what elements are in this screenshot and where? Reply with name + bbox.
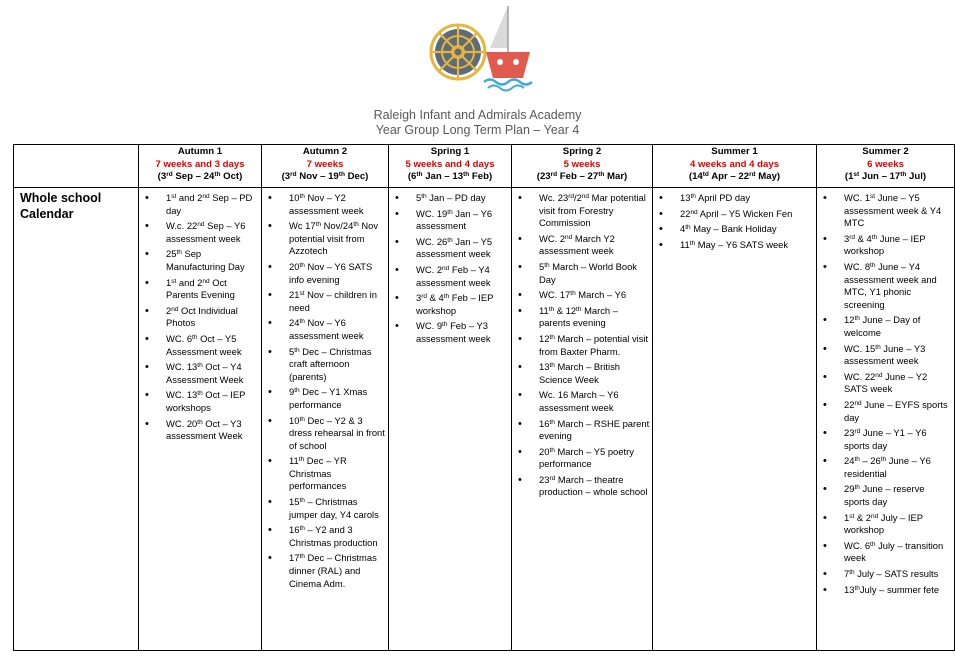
calendar-event xyxy=(823,539,952,565)
calendar-event xyxy=(395,235,509,261)
event-text: 12th March – potential visit from Baxter Pharm. xyxy=(539,332,649,357)
bullet-icon: • xyxy=(395,263,399,276)
bullet-icon: • xyxy=(518,332,522,345)
term-name: Autumn 1 xyxy=(177,146,223,157)
event-text: 1st and 2nd Sep – PD day xyxy=(166,192,253,216)
school-name: Raleigh Infant and Admirals Academy xyxy=(373,108,582,122)
term-name: Spring 2 xyxy=(562,146,602,157)
event-text: W.c. 22nd Sep – Y6 assessment week xyxy=(166,220,246,244)
term-header xyxy=(817,145,955,188)
bullet-icon: • xyxy=(518,192,522,204)
bullet-icon: • xyxy=(268,220,272,233)
event-text: WC. 17th March – Y6 xyxy=(539,289,627,301)
bullet-icon: • xyxy=(145,304,149,317)
event-text: WC. 6th July – transition week xyxy=(844,539,944,564)
event-text: 2nd Oct Individual Photos xyxy=(166,304,238,329)
term-header xyxy=(389,145,512,188)
bullet-icon: • xyxy=(145,361,149,374)
event-text: WC. 8th June – Y4 assessment week and MTC, Y1 phonic screening xyxy=(844,260,937,310)
term-weeks: 5 weeks and 4 days xyxy=(405,158,495,170)
bullet-icon: • xyxy=(823,370,827,383)
bullet-icon: • xyxy=(518,473,522,486)
event-text: 11th May – Y6 SATS week xyxy=(680,238,789,250)
event-text: 1st and 2nd Oct Parents Evening xyxy=(166,276,235,301)
calendar-event xyxy=(395,207,509,233)
bullet-icon: • xyxy=(268,192,272,204)
calendar-event xyxy=(823,511,952,537)
calendar-event xyxy=(395,320,509,345)
bullet-icon: • xyxy=(395,320,399,333)
bullet-icon: • xyxy=(395,192,399,204)
bullet-icon: • xyxy=(659,192,663,204)
event-text: 21st Nov – children in need xyxy=(289,289,377,313)
bullet-icon: • xyxy=(268,496,272,509)
term-dates: (3rd Sep – 24th Oct) xyxy=(157,171,243,182)
calendar-event xyxy=(659,192,814,205)
calendar-event xyxy=(518,445,650,471)
calendar-event xyxy=(145,220,259,245)
event-text: 11th Dec – YR Christmas performances xyxy=(289,455,347,492)
bullet-icon: • xyxy=(518,417,522,430)
event-text: 16th – Y2 and 3 Christmas production xyxy=(289,524,378,548)
calendar-event xyxy=(268,345,386,384)
calendar-event xyxy=(823,260,952,311)
bullet-icon: • xyxy=(145,332,149,345)
school-logo xyxy=(420,4,540,94)
bullet-icon: • xyxy=(145,417,149,430)
event-text: 24th – 26th June – Y6 residential xyxy=(844,455,931,479)
bullet-icon: • xyxy=(518,304,522,317)
bullet-icon: • xyxy=(659,223,663,236)
long-term-plan-table xyxy=(13,144,955,651)
calendar-event xyxy=(268,455,386,493)
calendar-event xyxy=(823,483,952,508)
event-text: 13th March – British Science Week xyxy=(539,361,620,385)
calendar-event xyxy=(823,398,952,424)
calendar-event xyxy=(823,568,952,581)
calendar-event xyxy=(518,389,650,414)
bullet-icon: • xyxy=(268,414,272,427)
calendar-event xyxy=(395,292,509,317)
calendar-event xyxy=(823,583,952,597)
term-dates: (23rd Feb – 27th Mar) xyxy=(536,171,628,182)
calendar-event xyxy=(268,414,386,453)
event-text: 9th Dec – Y1 Xmas performance xyxy=(289,386,368,410)
calendar-event xyxy=(145,192,259,217)
term-name: Summer 2 xyxy=(862,146,909,157)
term-events-cell xyxy=(262,188,389,651)
calendar-event xyxy=(823,192,952,230)
event-text: 17th Dec – Christmas dinner (RAL) and Cinema Adm. xyxy=(289,552,377,589)
bullet-icon: • xyxy=(823,427,827,440)
calendar-event xyxy=(823,342,952,368)
calendar-event xyxy=(145,417,259,443)
event-text: 5th Jan – PD day xyxy=(416,192,486,203)
term-header xyxy=(512,145,653,188)
corner-cell xyxy=(14,145,139,188)
event-text: 15th – Christmas jumper day, Y4 carols xyxy=(289,496,379,520)
bullet-icon: • xyxy=(518,260,522,273)
calendar-event xyxy=(823,232,952,258)
term-dates: (1st Jun – 17th Jul) xyxy=(844,171,927,182)
term-weeks: 7 weeks xyxy=(306,158,344,170)
bullet-icon: • xyxy=(823,260,827,273)
term-name: Spring 1 xyxy=(430,146,470,157)
event-text: 4th May – Bank Holiday xyxy=(680,223,777,235)
event-text: 16th March – RSHE parent evening xyxy=(539,417,650,442)
event-text: 13th April PD day xyxy=(680,192,751,203)
event-text: 23rd March – theatre production – whole school xyxy=(539,473,648,498)
bullet-icon: • xyxy=(395,235,399,248)
event-text: WC. 26th Jan – Y5 assessment week xyxy=(416,235,493,260)
calendar-event xyxy=(268,192,386,217)
term-dates: (3rd Nov – 19th Dec) xyxy=(281,171,369,182)
bullet-icon: • xyxy=(518,389,522,402)
calendar-row xyxy=(14,188,955,651)
event-text: 3rd & 4th June – IEP workshop xyxy=(844,232,926,257)
waves-icon xyxy=(484,80,532,91)
event-text: 11th & 12th March – parents evening xyxy=(539,304,618,329)
event-text: 3rd & 4th Feb – IEP workshop xyxy=(416,292,494,316)
bullet-icon: • xyxy=(518,289,522,302)
calendar-event xyxy=(823,455,952,480)
bullet-icon: • xyxy=(145,192,149,204)
event-text: WC. 15th June – Y3 assessment week xyxy=(844,342,926,367)
calendar-event xyxy=(518,260,650,286)
calendar-event xyxy=(268,524,386,549)
event-text: 13thJuly – summer fete xyxy=(844,583,940,595)
bullet-icon: • xyxy=(395,292,399,305)
sailboat-icon xyxy=(486,6,530,78)
calendar-event xyxy=(268,552,386,590)
event-text: WC. 2nd Feb – Y4 assessment week xyxy=(416,263,491,288)
term-weeks: 4 weeks and 4 days xyxy=(689,158,780,170)
term-header xyxy=(139,145,262,188)
event-text: Wc. 23rd/2nd Mar potential visit from Forestry Commission xyxy=(539,192,646,229)
calendar-event xyxy=(659,223,814,236)
term-header xyxy=(653,145,817,188)
bullet-icon: • xyxy=(823,455,827,468)
calendar-event xyxy=(268,386,386,411)
calendar-event xyxy=(145,276,259,302)
plan-title: Year Group Long Term Plan – Year 4 xyxy=(375,123,580,137)
event-text: WC. 6th Oct – Y5 Assessment week xyxy=(166,332,242,357)
bullet-icon: • xyxy=(268,260,272,273)
term-dates: ($14^{td}$ Apr – 22rd May) xyxy=(688,171,781,182)
event-text: WC. 19th Jan – Y6 assessment xyxy=(416,207,493,232)
bullet-icon: • xyxy=(659,207,663,220)
term-name: Autumn 2 xyxy=(302,146,348,157)
event-text: 24th Nov – Y6 assessment week xyxy=(289,317,364,341)
calendar-event xyxy=(395,192,509,205)
bullet-icon: • xyxy=(395,207,399,220)
bullet-icon: • xyxy=(823,483,827,496)
term-events-cell xyxy=(817,188,955,651)
calendar-event xyxy=(395,263,509,289)
bullet-icon: • xyxy=(268,455,272,468)
event-text: 7th July – SATS results xyxy=(844,568,939,580)
event-text: 5th March – World Book Day xyxy=(539,260,637,285)
event-text: 22nd June – EYFS sports day xyxy=(844,398,948,423)
calendar-event xyxy=(145,332,259,358)
bullet-icon: • xyxy=(268,345,272,358)
bullet-icon: • xyxy=(823,511,827,524)
calendar-event xyxy=(145,248,259,273)
calendar-event xyxy=(145,389,259,414)
bullet-icon: • xyxy=(268,552,272,565)
event-text: 12th June – Day of welcome xyxy=(844,314,921,338)
calendar-event xyxy=(268,496,386,521)
bullet-icon: • xyxy=(518,445,522,458)
calendar-event xyxy=(659,238,814,252)
event-text: 23rd June – Y1 – Y6 sports day xyxy=(844,427,927,451)
bullet-icon: • xyxy=(145,220,149,233)
calendar-event xyxy=(823,314,952,339)
term-weeks: 6 weeks xyxy=(867,158,904,170)
event-text: 10th Dec – Y2 & 3 dress rehearsal in front of school xyxy=(289,414,385,451)
calendar-event xyxy=(823,370,952,396)
bullet-icon: • xyxy=(823,342,827,355)
event-text: WC. 1st June – Y5 assessment week & Y4 MTC xyxy=(844,192,942,229)
term-events-cell xyxy=(653,188,817,651)
event-text: WC. 20th Oct – Y3 assessment Week xyxy=(166,417,243,442)
calendar-event xyxy=(518,192,650,230)
bullet-icon: • xyxy=(145,389,149,402)
calendar-event xyxy=(518,304,650,330)
bullet-icon: • xyxy=(268,317,272,330)
term-dates: (6th Jan – 13th Feb) xyxy=(407,171,493,182)
calendar-event xyxy=(518,232,650,258)
calendar-event xyxy=(145,361,259,386)
bullet-icon: • xyxy=(518,232,522,245)
event-text: 20th March – Y5 poetry performance xyxy=(539,445,634,470)
event-text: WC. 13th Oct – IEP workshops xyxy=(166,389,246,413)
bullet-icon: • xyxy=(268,524,272,537)
calendar-event xyxy=(823,427,952,452)
bullet-icon: • xyxy=(268,386,272,399)
bullet-icon: • xyxy=(518,361,522,374)
calendar-event xyxy=(518,289,650,302)
calendar-event xyxy=(518,361,650,386)
bullet-icon: • xyxy=(659,238,663,251)
event-text: WC. 9th Feb – Y3 assessment week xyxy=(416,320,491,344)
term-header-row xyxy=(14,145,955,188)
bullet-icon: • xyxy=(823,568,827,581)
calendar-event xyxy=(659,207,814,221)
event-text: 5th Dec – Christmas craft afternoon (parents) xyxy=(289,345,372,382)
event-text: WC. 22nd June – Y2 SATS week xyxy=(844,370,928,395)
bullet-icon: • xyxy=(823,398,827,411)
row-label: Whole school Calendar xyxy=(14,188,139,651)
term-weeks: 5 weeks xyxy=(563,158,601,170)
term-events-cell xyxy=(139,188,262,651)
event-text: 22nd April – Y5 Wicken Fen xyxy=(680,207,793,219)
calendar-event xyxy=(518,473,650,499)
bullet-icon: • xyxy=(145,276,149,289)
event-text: Wc 17th Nov/24th Nov potential visit from Azzotech xyxy=(289,220,379,257)
event-text: 20th Nov – Y6 SATS info evening xyxy=(289,260,373,285)
term-header xyxy=(262,145,389,188)
event-text: 1st & 2nd July – IEP workshop xyxy=(844,511,923,536)
calendar-event xyxy=(268,220,386,258)
calendar-event xyxy=(268,317,386,342)
ships-wheel-icon xyxy=(431,25,485,79)
bullet-icon: • xyxy=(823,314,827,327)
term-events-cell xyxy=(389,188,512,651)
bullet-icon: • xyxy=(268,289,272,302)
bullet-icon: • xyxy=(823,192,827,204)
event-text: WC. 13th Oct – Y4 Assessment Week xyxy=(166,361,244,385)
bullet-icon: • xyxy=(145,248,149,261)
calendar-event xyxy=(518,332,650,358)
bullet-icon: • xyxy=(823,583,827,596)
bullet-icon: • xyxy=(823,232,827,245)
term-events-cell xyxy=(512,188,653,651)
term-weeks: 7 weeks and 3 days xyxy=(155,158,245,170)
event-text: WC. 2nd March Y2 assessment week xyxy=(539,232,615,257)
calendar-event xyxy=(145,304,259,330)
calendar-event xyxy=(268,289,386,314)
event-text: Wc. 16 March – Y6 assessment week xyxy=(539,389,619,413)
event-text: 25th Sep Manufacturing Day xyxy=(166,248,245,272)
event-text: 10th Nov – Y2 assessment week xyxy=(289,192,364,216)
term-name: Summer 1 xyxy=(711,146,758,157)
calendar-event xyxy=(518,417,650,443)
event-text: 29th June – reserve sports day xyxy=(844,483,925,508)
bullet-icon: • xyxy=(823,539,827,552)
calendar-event xyxy=(268,260,386,286)
